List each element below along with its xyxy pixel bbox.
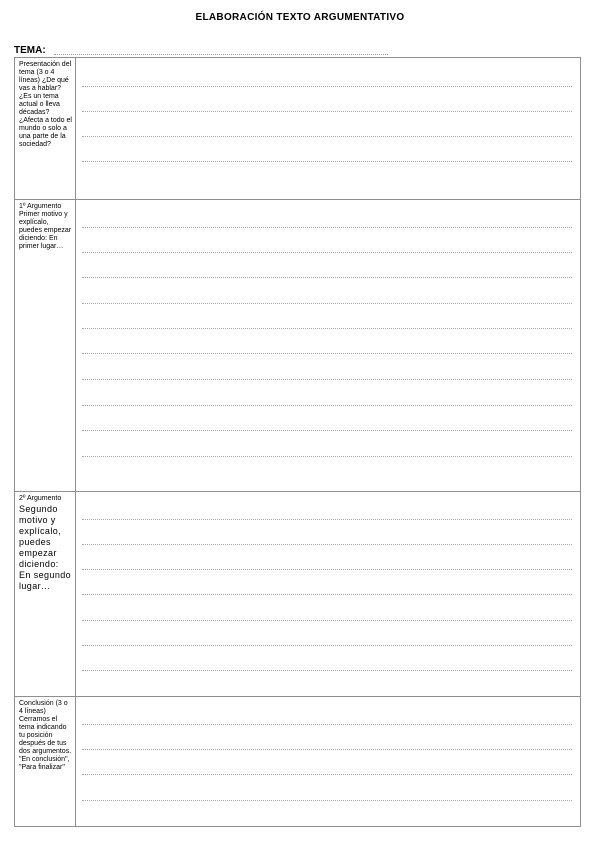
section-argument-1-label: 1º Argumento Primer motivo y explícalo, puedes empezar diciendo: En primer lugar… [15,200,76,491]
document-title: ELABORACIÓN TEXTO ARGUMENTATIVO [195,12,405,23]
writing-line[interactable] [82,594,572,595]
writing-line[interactable] [82,252,572,253]
section-presentation-label: Presentación del tema (3 o 4 líneas) ¿De qué vas a hablar? ¿Es un tema actual o lleva décadas? ¿Afecta a todo el mundo o solo a una parte de la sociedad? [15,58,76,199]
tema-row [14,45,584,57]
section-presentation [15,58,580,199]
writing-line[interactable] [82,774,572,775]
writing-line[interactable] [82,303,572,304]
writing-line[interactable] [82,227,572,228]
tema-writing-line[interactable] [54,54,388,55]
writing-line[interactable] [82,111,572,112]
section-argument-2-label-rest: Segundo motivo y explícalo, puedes empezar diciendo: En segundo lugar… [19,504,72,591]
writing-line[interactable] [82,379,572,380]
writing-line[interactable] [82,670,572,671]
writing-line[interactable] [82,86,572,87]
section-conclusion-writing-area[interactable] [76,697,580,826]
section-argument-1 [15,199,580,491]
writing-line[interactable] [82,620,572,621]
writing-line[interactable] [82,645,572,646]
writing-line[interactable] [82,569,572,570]
section-argument-2-label-start: 2º Argumento [19,495,62,502]
writing-line[interactable] [82,749,572,750]
section-argument-2-label [15,492,76,696]
writing-line[interactable] [82,800,572,801]
writing-line[interactable] [82,405,572,406]
writing-line[interactable] [82,277,572,278]
section-argument-1-writing-area[interactable] [76,200,580,491]
writing-line[interactable] [82,161,572,162]
writing-line[interactable] [82,724,572,725]
writing-line[interactable] [82,328,572,329]
tema-label: TEMA: [14,45,46,56]
writing-line[interactable] [82,544,572,545]
section-conclusion [15,696,580,826]
section-conclusion-label: Conclusión (3 o 4 líneas) Cerramos el tema indicando tu posición después de tus dos argumentos. "En conclusión", "Para finalizar" [15,697,76,826]
argument-form-table [14,57,581,827]
section-argument-2 [15,491,580,696]
writing-line[interactable] [82,519,572,520]
writing-line[interactable] [82,430,572,431]
writing-line[interactable] [82,456,572,457]
section-argument-2-writing-area[interactable] [76,492,580,696]
writing-line[interactable] [82,353,572,354]
writing-line[interactable] [82,136,572,137]
section-presentation-writing-area[interactable] [76,58,580,199]
